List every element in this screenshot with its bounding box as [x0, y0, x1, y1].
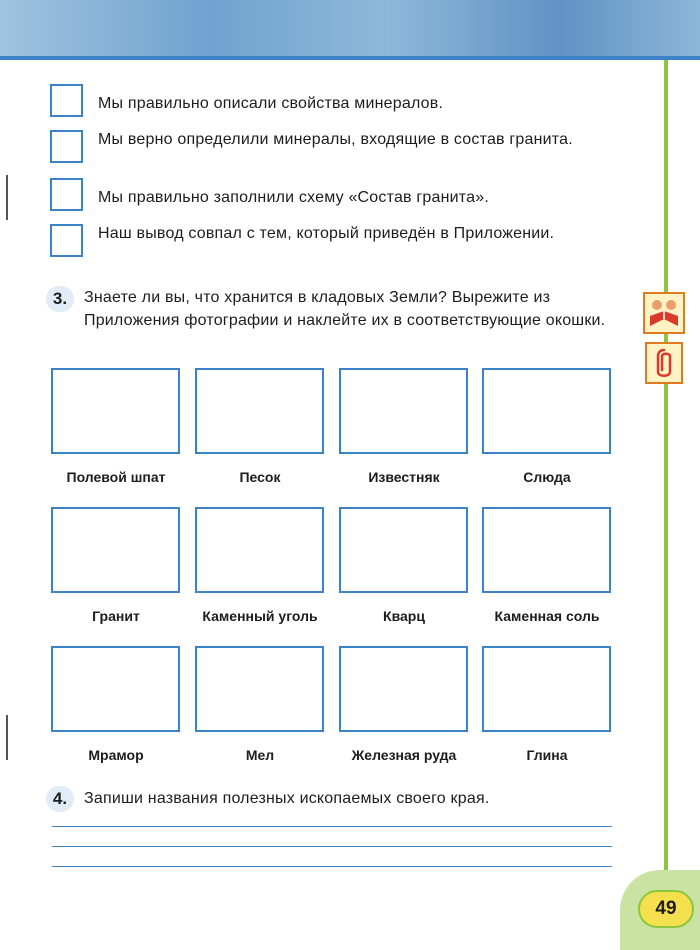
- photo-box-sand[interactable]: [195, 368, 324, 454]
- paperclip-icon: [645, 342, 683, 384]
- photo-box-clay[interactable]: [482, 646, 611, 732]
- label-feldspar: Полевой шпат: [66, 469, 166, 485]
- answer-line-1[interactable]: [52, 826, 612, 827]
- binding-mark: [6, 715, 8, 760]
- page-number: 49: [638, 890, 694, 928]
- checkbox-4[interactable]: [50, 224, 83, 257]
- checklist-item-4: Наш вывод совпал с тем, который приведён в Приложении.: [98, 225, 555, 242]
- margin-line: [664, 60, 668, 940]
- label-sand: Песок: [239, 469, 281, 485]
- photo-box-marble[interactable]: [51, 646, 180, 732]
- photo-box-coal[interactable]: [195, 507, 324, 593]
- checklist-item-1: Мы правильно описали свойства минералов.: [98, 95, 444, 112]
- label-chalk: Мел: [245, 747, 275, 763]
- task-3-number: 3.: [46, 286, 74, 312]
- photo-box-feldspar[interactable]: [51, 368, 180, 454]
- label-iron-ore: Железная руда: [351, 747, 457, 763]
- photo-box-chalk[interactable]: [195, 646, 324, 732]
- label-mica: Слюда: [523, 469, 571, 485]
- answer-line-2[interactable]: [52, 846, 612, 847]
- label-marble: Мрамор: [88, 747, 144, 763]
- label-granite: Гранит: [92, 608, 140, 624]
- label-limestone: Известняк: [368, 469, 440, 485]
- task-4-text: Запиши названия полезных ископаемых своего края.: [84, 790, 490, 807]
- header-banner: [0, 0, 700, 58]
- photo-box-granite[interactable]: [51, 507, 180, 593]
- reading-children-icon: [643, 292, 685, 334]
- checklist-item-2: Мы верно определили минералы, входящие в состав гранита.: [98, 131, 573, 148]
- photo-box-quartz[interactable]: [339, 507, 468, 593]
- photo-box-rock-salt[interactable]: [482, 507, 611, 593]
- task-3-text: Знаете ли вы, что хранится в кладовых Земли? Вырежите из Приложения фотографии и наклейте их в соответствующие окошки.: [84, 289, 606, 329]
- photo-box-limestone[interactable]: [339, 368, 468, 454]
- checkbox-2[interactable]: [50, 130, 83, 163]
- label-coal: Каменный уголь: [202, 608, 318, 624]
- task-4-number: 4.: [46, 786, 74, 812]
- label-clay: Глина: [526, 747, 568, 763]
- header-divider: [0, 56, 700, 60]
- binding-mark: [6, 175, 8, 220]
- photo-box-iron-ore[interactable]: [339, 646, 468, 732]
- photo-box-mica[interactable]: [482, 368, 611, 454]
- checklist-item-3: Мы правильно заполнили схему «Состав гранита».: [98, 189, 489, 206]
- label-quartz: Кварц: [383, 608, 425, 624]
- label-rock-salt: Каменная соль: [494, 608, 600, 624]
- answer-line-3[interactable]: [52, 866, 612, 867]
- checkbox-3[interactable]: [50, 178, 83, 211]
- checkbox-1[interactable]: [50, 84, 83, 117]
